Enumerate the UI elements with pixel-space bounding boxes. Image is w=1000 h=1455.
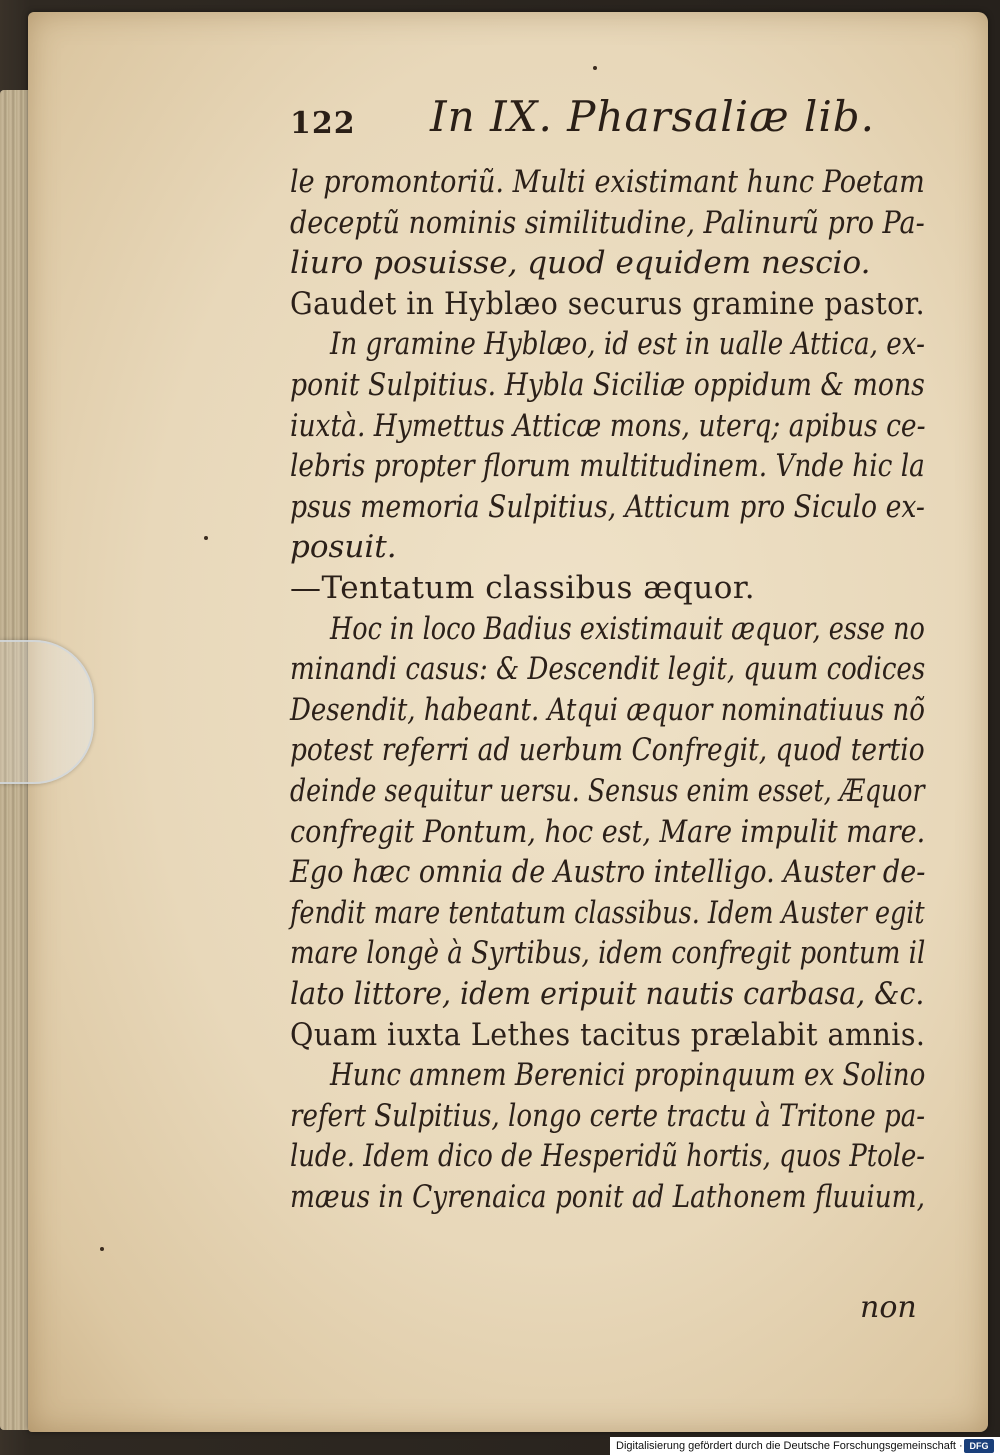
text-line: iuxtà. Hymettus Atticæ mons, uterq; apibus ce- (290, 407, 926, 444)
text-line: le promontoriũ. Multi existimant hunc Poetam (290, 164, 925, 200)
page-clip (0, 640, 94, 784)
ink-speck (100, 1247, 104, 1251)
lemma-line: Gaudet in Hyblæo securus gramine pastor. (290, 285, 926, 322)
text-line: mæus in Cyrenaica ponit ad Lathonem fluuium, (290, 1179, 925, 1215)
ink-speck (593, 66, 597, 70)
page-header (290, 88, 875, 148)
text-line: potest referri ad uerbum Confregit, quod tertio (290, 732, 925, 769)
text-line: mare longè à Syrtibus, idem confregit pontum il (290, 935, 926, 972)
lemma-line: —Tentatum classibus æquor. (290, 570, 756, 606)
text-line: Hunc amnem Berenici propinquum ex Solino (330, 1057, 926, 1094)
ink-speck (204, 536, 208, 540)
text-line: lato littore, idem eripuit nautis carbasa, &c. (290, 976, 925, 1012)
text-line: lude. Idem dico de Hesperidũ hortis, quos Ptole- (290, 1138, 926, 1175)
digitization-footer (610, 1437, 1000, 1455)
digitization-credit: Digitalisierung gefördert durch die Deutsche Forschungsgemeinschaft · (616, 1440, 963, 1452)
text-line: minandi casus: & Descendit legit, quum codices (290, 651, 926, 688)
text-line: deinde sequitur uersu. Sensus enim esset, Æquor (290, 773, 925, 809)
text-line: Ego hæc omnia de Austro intelligo. Auster de- (290, 854, 926, 891)
text-line: ponit Sulpitius. Hybla Siciliæ oppidum & mons (290, 367, 925, 403)
text-line: Desendit, habeant. Atqui æquor nominatiuus nõ (290, 691, 925, 728)
text-line: lebris propter florum multitudinem. Vnde hic la (290, 448, 925, 485)
text-line: refert Sulpitius, longo certe tractu à Tritone pa- (290, 1097, 926, 1134)
catchword: non (860, 1290, 917, 1325)
text-line: psus memoria Sulpitius, Atticum pro Siculo ex- (290, 488, 925, 525)
text-line: deceptũ nominis similitudine, Palinurũ pro Pa- (290, 204, 925, 241)
text-line: Hoc in loco Badius existimauit æquor, esse no (330, 610, 925, 647)
text-line: In gramine Hyblæo, id est in ualle Attica, ex- (330, 326, 925, 363)
running-head: In IX. Pharsaliæ lib. (430, 92, 875, 141)
text-line: fendit mare tentatum classibus. Idem Auster egit (290, 894, 925, 931)
lemma-line: Quam iuxta Lethes tacitus prælabit amnis. (290, 1016, 926, 1053)
page-number: 122 (290, 106, 356, 141)
dfg-logo: DFG (964, 1439, 994, 1453)
text-line: confregit Pontum, hoc est, Mare impulit mare. (290, 813, 926, 850)
text-line: liuro posuisse, quod equidem nescio. (290, 245, 871, 282)
text-line: posuit. (290, 529, 397, 566)
